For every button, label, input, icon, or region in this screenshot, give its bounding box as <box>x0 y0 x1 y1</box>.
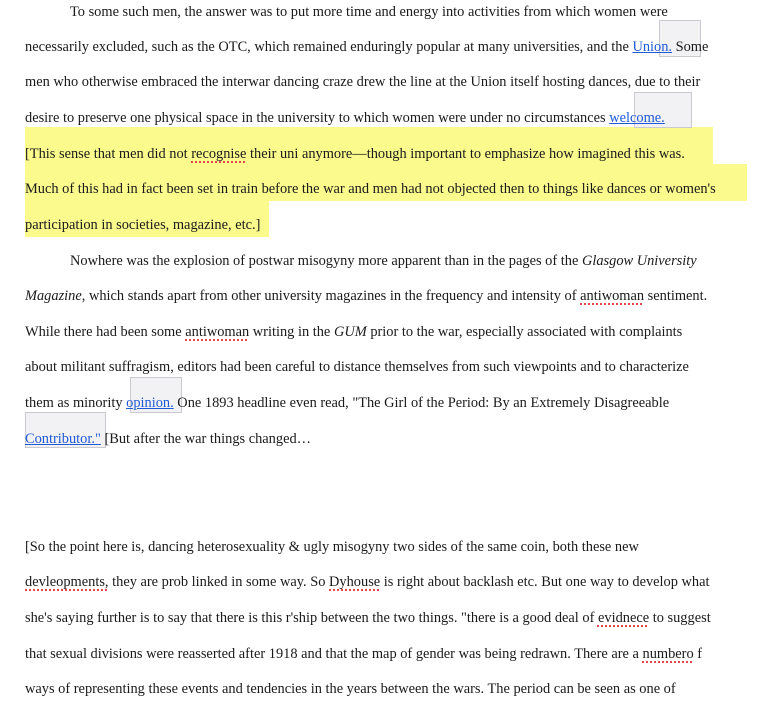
spellcheck-word[interactable]: devleopments, <box>25 574 109 590</box>
spellcheck-word[interactable]: recognise <box>191 146 247 162</box>
body-line: desire to preserve one physical space in the university to which women were under no circumstances welcome. <box>25 110 665 126</box>
body-line: men who otherwise embraced the interwar dancing craze drew the line at the Union itself hosting dances, due to their <box>25 74 701 90</box>
spellcheck-word[interactable]: Dyhouse <box>329 574 381 590</box>
note-line: devleopments, they are prob linked in some way. So Dyhouse is right about backlash etc. But one way to develop what <box>25 574 710 590</box>
note-line: that sexual divisions were reasserted after 1918 and that the map of gender was being redrawn. There are a numbero f <box>25 646 703 662</box>
note-line: ways of representing these events and tendencies in the years between the wars. The period can be seen as one of <box>25 681 676 697</box>
italic-title: Glasgow University <box>581 253 697 269</box>
note-line: she's saying further is to say that there is this r'ship between the two things. "there is a good deal of evidnece to suggest <box>25 610 711 626</box>
spellcheck-word[interactable]: evidnece <box>597 610 650 626</box>
comment-link[interactable]: welcome. <box>609 110 665 126</box>
body-line: necessarily excluded, such as the OTC, which remained enduringly popular at many universities, and the Union. Some <box>25 39 709 55</box>
note-line: Much of this had in fact been set in train before the war and men had not objected then to things like dances or women's <box>25 181 716 197</box>
body-line: them as minority opinion. One 1893 headline even read, "The Girl of the Period: By an Extremely Disagreeable <box>25 395 670 411</box>
comment-link[interactable]: opinion. <box>126 395 174 411</box>
body-line: Contributor." [But after the war things changed… <box>25 431 312 447</box>
body-line: To some such men, the answer was to put more time and energy into activities from which women were <box>70 4 668 20</box>
spellcheck-word[interactable]: antiwoman <box>185 324 250 340</box>
italic-title: GUM <box>333 324 367 340</box>
spellcheck-word[interactable]: numbero <box>642 646 694 662</box>
body-line: Nowhere was the explosion of postwar misogyny more apparent than in the pages of the Glasgow University <box>70 253 697 269</box>
body-line: Magazine, which stands apart from other university magazines in the frequency and intensity of antiwoman sentiment. <box>25 288 708 304</box>
note-line: [This sense that men did not recognise their uni anymore—though important to emphasize how imagined this was. <box>25 146 685 162</box>
italic-title: Magazine <box>25 288 82 304</box>
comment-link[interactable]: Contributor." <box>25 431 101 447</box>
body-line: While there had been some antiwoman writing in the GUM prior to the war, especially associated with complaints <box>25 324 683 340</box>
note-line: [So the point here is, dancing heterosexuality & ugly misogyny two sides of the same coin, both these new <box>25 539 639 555</box>
body-line: about militant suffragism, editors had been careful to distance themselves from such viewpoints and to characterize <box>25 359 689 375</box>
note-line: participation in societies, magazine, etc.] <box>25 217 261 233</box>
comment-link[interactable]: Union. <box>632 39 673 55</box>
spellcheck-word[interactable]: antiwoman <box>580 288 645 304</box>
